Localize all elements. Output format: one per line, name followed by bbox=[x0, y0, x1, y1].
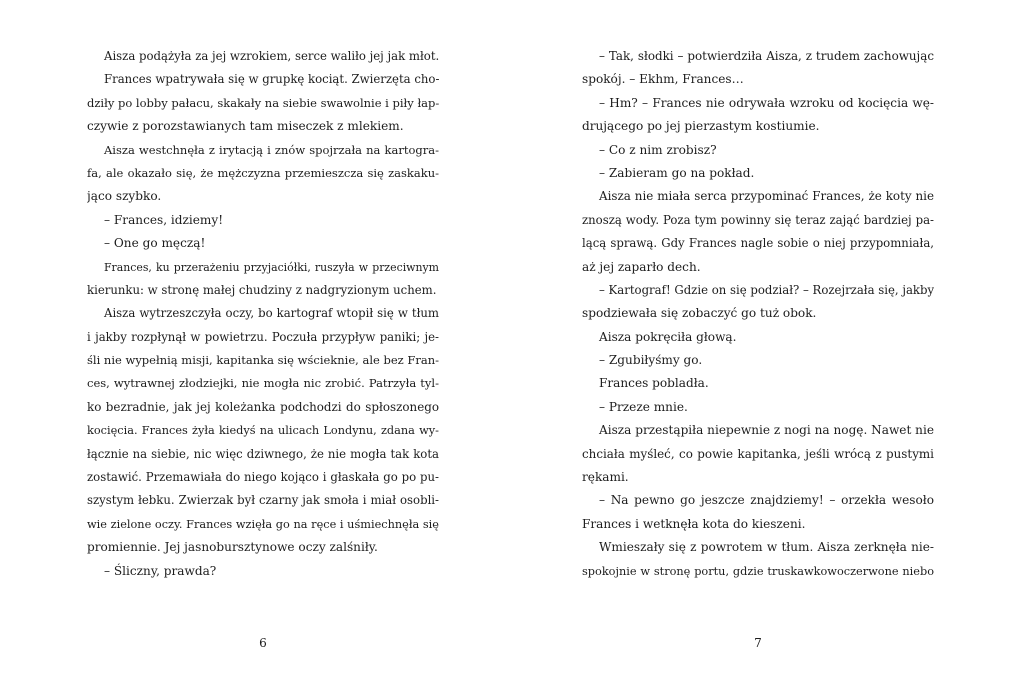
left-page bbox=[87, 45, 439, 650]
text-line: i jakby rozpłynął w powietrzu. Poczuła przypływ paniki; je- bbox=[87, 329, 439, 344]
text-line: – Śliczny, prawda? bbox=[104, 563, 217, 578]
text-line: Frances pobladła. bbox=[599, 376, 709, 391]
left-page-number: 6 bbox=[259, 636, 267, 650]
text-line: spodziewała się zobaczyć go tuż obok. bbox=[582, 306, 817, 321]
text-line: Aisza nie miała serca przypominać Frances, że koty nie bbox=[599, 189, 934, 204]
text-line: chciała myśleć, co powie kapitanka, jeśli wrócą z pustymi bbox=[582, 446, 934, 461]
text-line: – Zgubiłyśmy go. bbox=[599, 353, 703, 368]
text-line: – Na pewno go jeszcze znajdziemy! – orzekła wesoło bbox=[599, 493, 934, 508]
text-line: szystym łebku. Zwierzak był czarny jak smoła i miał osobli- bbox=[87, 493, 439, 508]
text-line: Aisza podążyła za jej wzrokiem, serce waliło jej jak młot. bbox=[104, 49, 439, 63]
text-line: czywie z porozstawianych tam miseczek z mlekiem. bbox=[87, 119, 404, 134]
text-line: łącznie na siebie, nic więc dziwnego, że nie mogła tak kota bbox=[87, 446, 439, 461]
right-page-text bbox=[582, 45, 934, 583]
text-line: – Frances, idziemy! bbox=[104, 212, 224, 227]
text-line: – One go męczą! bbox=[104, 236, 206, 251]
text-line: – Kartograf! Gdzie on się podział? – Rozejrzała się, jakby bbox=[599, 282, 934, 297]
text-line: Frances wpatrywała się w grupkę kociąt. Zwierzęta cho- bbox=[104, 72, 439, 87]
text-line: ko bezradnie, jak jej koleżanka podchodzi do spłoszonego bbox=[87, 399, 439, 414]
text-line: Wmieszały się z powrotem w tłum. Aisza zerknęła nie- bbox=[599, 540, 934, 555]
text-line: – Hm? – Frances nie odrywała wzroku od kocięcia wę- bbox=[599, 95, 934, 110]
text-line: Aisza przestąpiła niepewnie z nogi na nogę. Nawet nie bbox=[599, 423, 934, 438]
text-line: Aisza wytrzeszczyła oczy, bo kartograf wtopił się w tłum bbox=[104, 306, 439, 321]
text-line: rękami. bbox=[582, 470, 629, 485]
text-line: ces, wytrawnej złodziejki, nie mogła nic zrobić. Patrzyła tyl- bbox=[87, 376, 439, 391]
text-line: kierunku: w stronę małej chudziny z nadgryzionym uchem. bbox=[87, 282, 437, 297]
text-line: kocięcia. Frances żyła kiedyś na ulicach Londynu, zdana wy- bbox=[87, 424, 439, 438]
text-line: Aisza pokręciła głową. bbox=[599, 329, 737, 344]
text-line: spokojnie w stronę portu, gdzie truskawkowoczerwone niebo bbox=[582, 564, 934, 578]
text-line: Frances, ku przerażeniu przyjaciółki, ruszyła w przeciwnym bbox=[104, 260, 439, 274]
text-line: aż jej zaparło dech. bbox=[582, 259, 701, 274]
text-line: fa, ale okazało się, że mężczyzna przemieszcza się zaskaku- bbox=[87, 165, 439, 180]
text-line: Frances i wetknęła kota do kieszeni. bbox=[582, 516, 806, 531]
text-line: wie zielone oczy. Frances wzięła go na ręce i uśmiechnęła się bbox=[87, 517, 439, 531]
text-line: spokój. – Ekhm, Frances… bbox=[582, 72, 744, 87]
text-line: drującego po jej pierzastym kostiumie. bbox=[582, 119, 820, 134]
text-line: jąco szybko. bbox=[87, 189, 162, 204]
text-line: dziły po lobby pałacu, skakały na siebie swawolnie i piły łap- bbox=[87, 95, 439, 110]
text-line: – Tak, słodki – potwierdziła Aisza, z trudem zachowując bbox=[599, 49, 934, 63]
text-line: lącą sprawą. Gdy Frances nagle sobie o niej przypomniała, bbox=[582, 236, 934, 251]
right-page bbox=[582, 45, 934, 650]
text-line: – Przeze mnie. bbox=[599, 399, 688, 414]
text-line: śli nie wypełnią misji, kapitanka się wścieknie, ale bez Fran- bbox=[87, 353, 439, 368]
text-line: znoszą wody. Poza tym powinny się teraz zająć bardziej pa- bbox=[582, 212, 934, 227]
text-line: zostawić. Przemawiała do niego kojąco i głaskała go po pu- bbox=[87, 470, 439, 485]
right-page-number: 7 bbox=[754, 636, 762, 650]
text-line: promiennie. Jej jasnobursztynowe oczy zalśniły. bbox=[87, 540, 378, 555]
text-line: – Co z nim zrobisz? bbox=[599, 142, 717, 157]
text-line: – Zabieram go na pokład. bbox=[599, 165, 755, 180]
left-page-text bbox=[87, 45, 439, 583]
text-line: Aisza westchnęła z irytacją i znów spojrzała na kartogra- bbox=[104, 142, 439, 157]
